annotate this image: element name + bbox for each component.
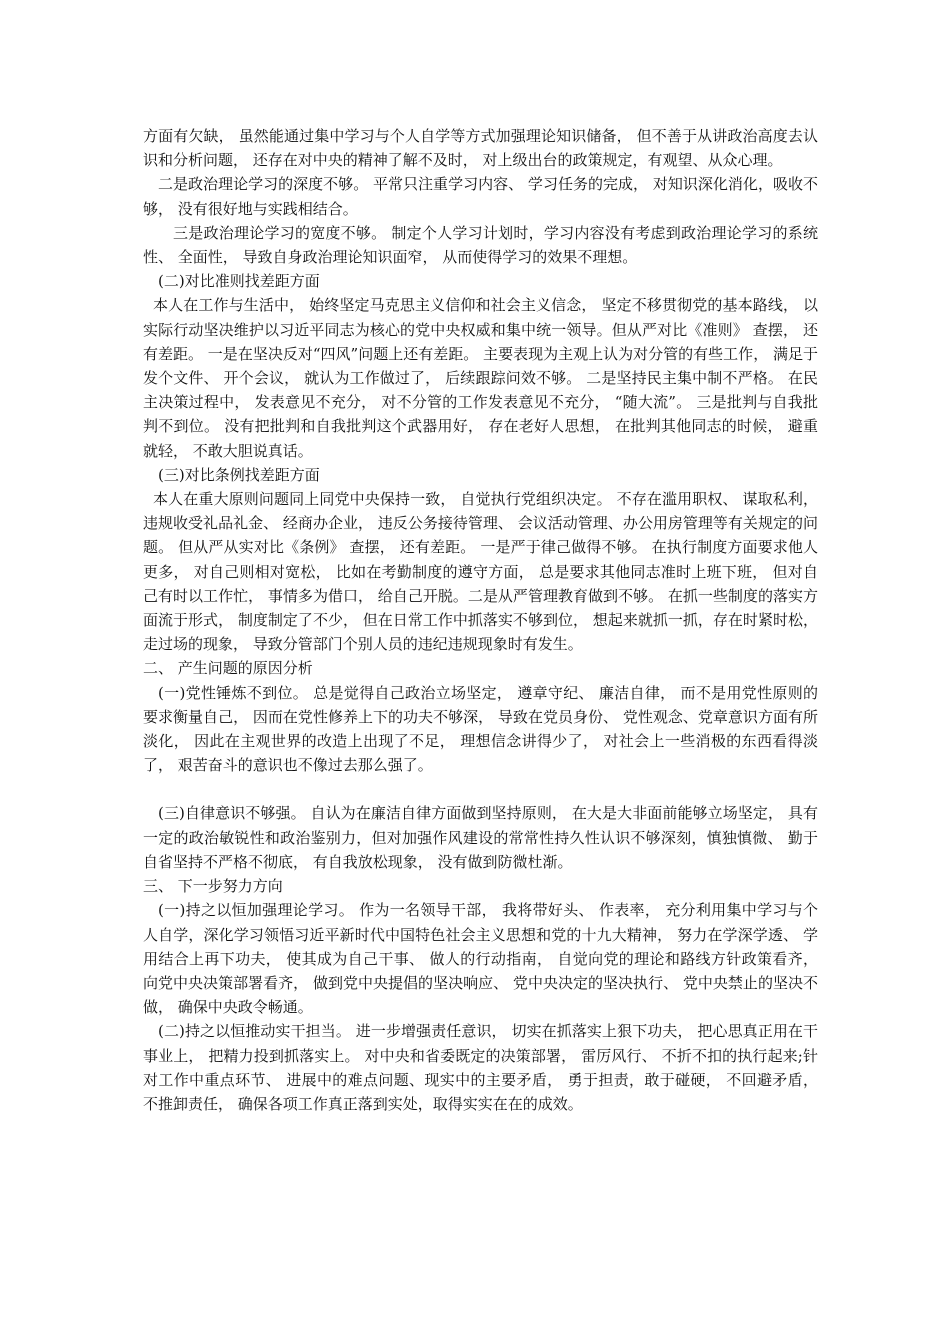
- document-body: [143, 124, 818, 1116]
- paragraph-practical-action: (二)持之以恒推动实干担当。 进一步增强责任意识， 切实在抓落实上狠下功夫， 把心思真正用在干事业上， 把精力投到抓落实上。 对中央和省委既定的决策部署， 雷厉风行、 不折不扣的执行起来;针对工作中重点环节、 进展中的难点问题、现实中的主要矛盾， 勇于担责，敢于碰硬， 不回避矛盾， 不推卸责任， 确保各项工作真正落到实处，取得实实在在的成效。: [143, 1022, 818, 1113]
- paragraph-party-spirit: (一)党性锤炼不到位。 总是觉得自己政治立场坚定， 遵章守纪、 廉洁自律， 而不是用党性原则的要求衡量自己， 因而在党性修养上下的功夫不够深， 导致在党员身份、 党性观念、党章意识方面有所淡化， 因此在主观世界的改造上出现了不足， 理想信念讲得少了， 对社会上一些消极的东西看得淡了， 艰苦奋斗的意识也不像过去那么强了。: [143, 683, 818, 775]
- section-heading-regulations: (三)对比条例找差距方面: [158, 465, 320, 484]
- section-heading-causes: 二、 产生问题的原因分析: [143, 659, 313, 678]
- paragraph-regulations: 本人在重大原则问题同上同党中央保持一致， 自觉执行党组织决定。 不存在滥用职权、 谋取私利， 违规收受礼品礼金、 经商办企业， 违反公务接待管理、 会议活动管理、办公用房管理等有关规定的问题。 但从严从实对比《条例》 查摆， 还有差距。 一是严于律己做得不够。 在执行制度方面要求他人更多， 对自己则相对宽松， 比如在考勤制度的遵守方面， 总是要求其他同志准时上班下班， 但对自己有时以工作忙， 事情多为借口， 给自己开脱。二是从严管理教育做到不够。 在抓一些制度的落实方面流于形式， 制度制定了不少， 但在日常工作中抓落实不够到位， 想起来就抓一抓，存在时紧时松， 走过场的现象， 导致分管部门个别人员的违纪违规现象时有发生。: [143, 490, 818, 654]
- paragraph-theory-depth: 二是政治理论学习的深度不够。 平常只注重学习内容、 学习任务的完成， 对知识深化消化，吸收不够， 没有很好地与实践相结合。: [143, 175, 818, 218]
- paragraph-theory-breadth: 三是政治理论学习的宽度不够。 制定个人学习计划时，学习内容没有考虑到政治理论学习的系统性、 全面性， 导致自身政治理论知识面窄， 从而使得学习的效果不理想。: [143, 223, 818, 267]
- paragraph-theory-shortcoming: 方面有欠缺， 虽然能通过集中学习与个人自学等方式加强理论知识储备， 但不善于从讲政治高度去认识和分析问题， 还存在对中央的精神了解不及时， 对上级出台的政策规定，有观望、从众心理。: [143, 127, 818, 170]
- blank-line: [143, 777, 818, 801]
- paragraph-guidelines: 本人在工作与生活中， 始终坚定马克思主义信仰和社会主义信念， 坚定不移贯彻党的基本路线， 以实际行动坚决维护以习近平同志为核心的党中央权威和集中统一领导。但从严对比《准则》 查摆， 还有差距。 一是在坚决反对“四风”问题上还有差距。 主要表现为主观上认为对分管的有些工作， 满足于发个文件、 开个会议， 就认为工作做过了， 后续跟踪问效不够。 二是坚持民主集中制不严格。 在民主决策过程中， 发表意见不充分， 对不分管的工作发表意见不充分， “随大流”。 三是批判与自我批判不到位。 没有把批判和自我批判这个武器用好， 存在老好人思想， 在批判其他同志的时候， 避重就轻， 不敢大胆说真话。: [143, 296, 818, 460]
- section-heading-next-steps: 三、 下一步努力方向: [143, 877, 283, 896]
- paragraph-theory-study: (一)持之以恒加强理论学习。 作为一名领导干部， 我将带好头、 作表率， 充分利用集中学习与个人自学，深化学习领悟习近平新时代中国特色社会主义思想和党的十九大精神， 努力在学深学透、 学用结合上再下功夫， 使其成为自己干事、 做人的行动指南， 自觉向党的理论和路线方针政策看齐， 向党中央决策部署看齐， 做到党中央提倡的坚决响应、 党中央决定的坚决执行、 党中央禁止的坚决不做， 确保中央政令畅通。: [143, 901, 818, 1017]
- paragraph-self-discipline: (三)自律意识不够强。 自认为在廉洁自律方面做到坚持原则， 在大是大非面前能够立场坚定， 具有一定的政治敏锐性和政治鉴别力，但对加强作风建设的常常性持久性认识不够深刻，慎独慎微、 勤于自省坚持不严格不彻底， 有自我放松现象， 没有做到防微杜渐。: [143, 804, 818, 871]
- section-heading-guidelines: (二)对比准则找差距方面: [158, 272, 320, 291]
